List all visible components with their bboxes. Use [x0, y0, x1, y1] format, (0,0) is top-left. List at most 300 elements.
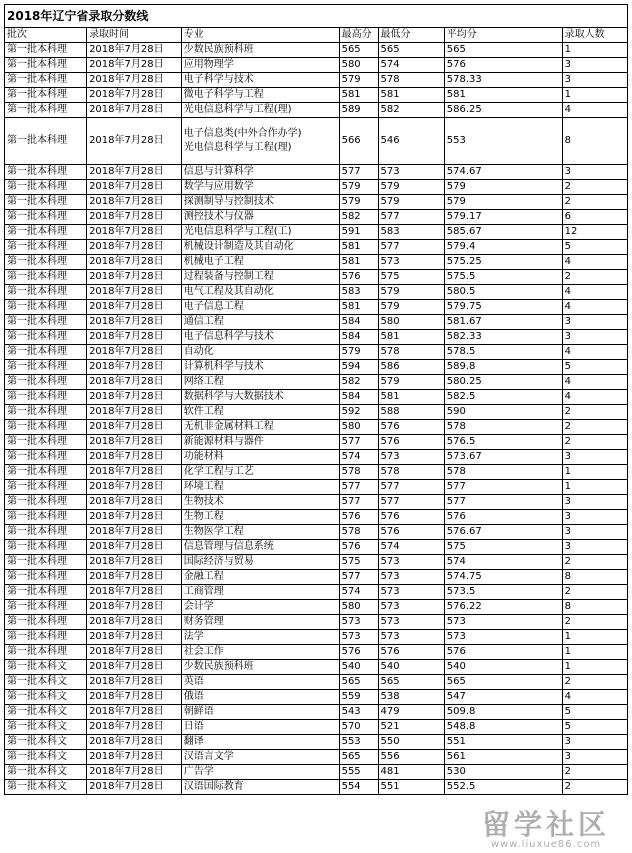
table-row — [5, 225, 628, 240]
cell-batch: 第一批本科理 — [5, 405, 87, 420]
cell-max: 580 — [339, 600, 378, 615]
cell-date: 2018年7月28日 — [87, 300, 182, 315]
table-row — [5, 495, 628, 510]
cell-count: 1 — [562, 465, 627, 480]
cell-avg: 547 — [444, 690, 562, 705]
cell-min: 579 — [378, 285, 444, 300]
cell-major: 电子信息类(中外合作办学) 光电信息科学与工程(理) — [181, 118, 339, 165]
cell-max: 565 — [339, 675, 378, 690]
cell-max: 584 — [339, 390, 378, 405]
cell-count: 3 — [562, 525, 627, 540]
cell-min: 573 — [378, 615, 444, 630]
cell-avg: 582.33 — [444, 330, 562, 345]
cell-min: 573 — [378, 585, 444, 600]
table-row — [5, 330, 628, 345]
cell-max: 578 — [339, 465, 378, 480]
table-row — [5, 525, 628, 540]
header-major: 专业 — [181, 28, 339, 43]
cell-min: 576 — [378, 510, 444, 525]
table-row — [5, 690, 628, 705]
table-row — [5, 555, 628, 570]
cell-count: 6 — [562, 210, 627, 225]
cell-min: 578 — [378, 73, 444, 88]
table-row — [5, 405, 628, 420]
cell-major: 网络工程 — [181, 375, 339, 390]
cell-min: 551 — [378, 780, 444, 795]
cell-batch: 第一批本科理 — [5, 540, 87, 555]
cell-major: 机械电子工程 — [181, 255, 339, 270]
cell-batch: 第一批本科理 — [5, 180, 87, 195]
cell-avg: 579.4 — [444, 240, 562, 255]
cell-min: 576 — [378, 420, 444, 435]
cell-batch: 第一批本科理 — [5, 465, 87, 480]
table-row — [5, 315, 628, 330]
table-row — [5, 390, 628, 405]
score-table-sheet — [4, 4, 628, 795]
cell-count: 2 — [562, 420, 627, 435]
cell-major: 电子信息工程 — [181, 300, 339, 315]
cell-max: 570 — [339, 720, 378, 735]
cell-max: 594 — [339, 360, 378, 375]
cell-avg: 552.5 — [444, 780, 562, 795]
cell-avg: 576 — [444, 645, 562, 660]
cell-major: 计算机科学与技术 — [181, 360, 339, 375]
cell-max: 583 — [339, 285, 378, 300]
cell-batch: 第一批本科文 — [5, 705, 87, 720]
cell-major: 电气工程及其自动化 — [181, 285, 339, 300]
cell-batch: 第一批本科文 — [5, 690, 87, 705]
cell-major: 少数民族预科班 — [181, 43, 339, 58]
table-row — [5, 195, 628, 210]
cell-avg: 576.67 — [444, 525, 562, 540]
cell-count: 3 — [562, 165, 627, 180]
cell-avg: 578 — [444, 420, 562, 435]
cell-avg: 575.25 — [444, 255, 562, 270]
cell-max: 579 — [339, 345, 378, 360]
table-row — [5, 420, 628, 435]
cell-avg: 575 — [444, 540, 562, 555]
table-row — [5, 375, 628, 390]
table-row — [5, 735, 628, 750]
cell-count: 2 — [562, 780, 627, 795]
cell-min: 580 — [378, 315, 444, 330]
cell-count: 2 — [562, 180, 627, 195]
cell-max: 553 — [339, 735, 378, 750]
cell-max: 578 — [339, 525, 378, 540]
site-watermark-logo — [466, 803, 626, 849]
cell-min: 546 — [378, 118, 444, 165]
cell-batch: 第一批本科理 — [5, 330, 87, 345]
cell-date: 2018年7月28日 — [87, 210, 182, 225]
cell-min: 586 — [378, 360, 444, 375]
cell-batch: 第一批本科文 — [5, 720, 87, 735]
cell-batch: 第一批本科文 — [5, 675, 87, 690]
cell-min: 583 — [378, 225, 444, 240]
cell-count: 2 — [562, 765, 627, 780]
cell-batch: 第一批本科理 — [5, 315, 87, 330]
cell-count: 2 — [562, 435, 627, 450]
cell-count: 5 — [562, 240, 627, 255]
cell-batch: 第一批本科理 — [5, 630, 87, 645]
cell-avg: 573.5 — [444, 585, 562, 600]
table-row — [5, 103, 628, 118]
cell-min: 578 — [378, 345, 444, 360]
cell-batch: 第一批本科理 — [5, 103, 87, 118]
cell-count: 4 — [562, 345, 627, 360]
cell-date: 2018年7月28日 — [87, 270, 182, 285]
cell-batch: 第一批本科文 — [5, 660, 87, 675]
cell-max: 582 — [339, 375, 378, 390]
cell-max: 576 — [339, 540, 378, 555]
cell-major: 探测制导与控制技术 — [181, 195, 339, 210]
cell-major: 测控技术与仪器 — [181, 210, 339, 225]
cell-count: 8 — [562, 600, 627, 615]
cell-max: 579 — [339, 73, 378, 88]
cell-batch: 第一批本科理 — [5, 495, 87, 510]
admission-score-table — [4, 4, 628, 795]
cell-major: 化学工程与工艺 — [181, 465, 339, 480]
cell-count: 2 — [562, 555, 627, 570]
header-date: 录取时间 — [87, 28, 182, 43]
cell-date: 2018年7月28日 — [87, 118, 182, 165]
cell-max: 565 — [339, 43, 378, 58]
table-row — [5, 615, 628, 630]
cell-batch: 第一批本科理 — [5, 360, 87, 375]
cell-batch: 第一批本科理 — [5, 210, 87, 225]
cell-max: 577 — [339, 165, 378, 180]
cell-major: 金融工程 — [181, 570, 339, 585]
table-row — [5, 240, 628, 255]
cell-date: 2018年7月28日 — [87, 765, 182, 780]
cell-major: 生物技术 — [181, 495, 339, 510]
table-row — [5, 510, 628, 525]
cell-avg: 581.67 — [444, 315, 562, 330]
cell-avg: 577 — [444, 495, 562, 510]
cell-avg: 576 — [444, 510, 562, 525]
cell-avg: 573 — [444, 615, 562, 630]
cell-major: 新能源材料与器件 — [181, 435, 339, 450]
cell-date: 2018年7月28日 — [87, 645, 182, 660]
cell-count: 1 — [562, 630, 627, 645]
cell-date: 2018年7月28日 — [87, 360, 182, 375]
cell-batch: 第一批本科理 — [5, 270, 87, 285]
cell-max: 584 — [339, 330, 378, 345]
cell-batch: 第一批本科理 — [5, 435, 87, 450]
table-row — [5, 285, 628, 300]
cell-batch: 第一批本科理 — [5, 375, 87, 390]
cell-batch: 第一批本科理 — [5, 118, 87, 165]
cell-min: 573 — [378, 450, 444, 465]
cell-avg: 530 — [444, 765, 562, 780]
cell-count: 2 — [562, 585, 627, 600]
cell-min: 577 — [378, 495, 444, 510]
cell-batch: 第一批本科理 — [5, 285, 87, 300]
cell-date: 2018年7月28日 — [87, 405, 182, 420]
cell-date: 2018年7月28日 — [87, 58, 182, 73]
cell-count: 2 — [562, 270, 627, 285]
cell-batch: 第一批本科理 — [5, 390, 87, 405]
cell-major: 国际经济与贸易 — [181, 555, 339, 570]
cell-date: 2018年7月28日 — [87, 240, 182, 255]
cell-count: 3 — [562, 73, 627, 88]
table-row — [5, 255, 628, 270]
cell-max: 581 — [339, 240, 378, 255]
cell-count: 3 — [562, 450, 627, 465]
cell-major: 信息管理与信息系统 — [181, 540, 339, 555]
table-row — [5, 345, 628, 360]
cell-batch: 第一批本科理 — [5, 585, 87, 600]
cell-avg: 575.5 — [444, 270, 562, 285]
cell-major: 生物医学工程 — [181, 525, 339, 540]
table-row — [5, 540, 628, 555]
cell-count: 4 — [562, 285, 627, 300]
cell-min: 573 — [378, 570, 444, 585]
cell-count: 4 — [562, 690, 627, 705]
cell-max: 555 — [339, 765, 378, 780]
cell-major: 广告学 — [181, 765, 339, 780]
cell-min: 582 — [378, 103, 444, 118]
cell-date: 2018年7月28日 — [87, 420, 182, 435]
cell-count: 2 — [562, 675, 627, 690]
cell-batch: 第一批本科理 — [5, 58, 87, 73]
cell-batch: 第一批本科理 — [5, 195, 87, 210]
cell-major: 财务管理 — [181, 615, 339, 630]
cell-min: 540 — [378, 660, 444, 675]
cell-major: 汉语言文学 — [181, 750, 339, 765]
cell-date: 2018年7月28日 — [87, 540, 182, 555]
cell-batch: 第一批本科文 — [5, 765, 87, 780]
cell-major: 日语 — [181, 720, 339, 735]
cell-avg: 582.5 — [444, 390, 562, 405]
header-avg: 平均分 — [444, 28, 562, 43]
cell-major: 电子信息科学与技术 — [181, 330, 339, 345]
cell-count: 2 — [562, 405, 627, 420]
watermark-url-text: www.liuxue86.com — [490, 838, 602, 850]
cell-min: 577 — [378, 210, 444, 225]
cell-major: 微电子科学与工程 — [181, 88, 339, 103]
table-row — [5, 750, 628, 765]
cell-date: 2018年7月28日 — [87, 675, 182, 690]
cell-avg: 590 — [444, 405, 562, 420]
cell-max: 543 — [339, 705, 378, 720]
cell-count: 1 — [562, 88, 627, 103]
cell-max: 576 — [339, 270, 378, 285]
cell-date: 2018年7月28日 — [87, 570, 182, 585]
cell-major: 翻译 — [181, 735, 339, 750]
cell-major: 通信工程 — [181, 315, 339, 330]
cell-max: 589 — [339, 103, 378, 118]
cell-batch: 第一批本科理 — [5, 510, 87, 525]
cell-date: 2018年7月28日 — [87, 585, 182, 600]
cell-date: 2018年7月28日 — [87, 615, 182, 630]
cell-avg: 578.33 — [444, 73, 562, 88]
cell-batch: 第一批本科理 — [5, 450, 87, 465]
cell-count: 12 — [562, 225, 627, 240]
cell-date: 2018年7月28日 — [87, 180, 182, 195]
header-max: 最高分 — [339, 28, 378, 43]
cell-max: 581 — [339, 88, 378, 103]
cell-date: 2018年7月28日 — [87, 88, 182, 103]
table-row — [5, 360, 628, 375]
cell-date: 2018年7月28日 — [87, 225, 182, 240]
cell-major: 机械设计制造及其自动化 — [181, 240, 339, 255]
table-row — [5, 585, 628, 600]
cell-min: 565 — [378, 675, 444, 690]
table-row — [5, 675, 628, 690]
cell-major: 汉语国际教育 — [181, 780, 339, 795]
cell-min: 579 — [378, 375, 444, 390]
cell-avg: 578.5 — [444, 345, 562, 360]
cell-batch: 第一批本科理 — [5, 240, 87, 255]
cell-major: 应用物理学 — [181, 58, 339, 73]
cell-date: 2018年7月28日 — [87, 195, 182, 210]
cell-avg: 573 — [444, 630, 562, 645]
cell-avg: 576.22 — [444, 600, 562, 615]
cell-major: 信息与计算科学 — [181, 165, 339, 180]
cell-major: 法学 — [181, 630, 339, 645]
cell-max: 566 — [339, 118, 378, 165]
cell-date: 2018年7月28日 — [87, 555, 182, 570]
cell-avg: 576.5 — [444, 435, 562, 450]
watermark-main-text: 留学社区 — [481, 807, 610, 841]
cell-major: 光电信息科学与工程(工) — [181, 225, 339, 240]
table-row — [5, 705, 628, 720]
cell-min: 578 — [378, 465, 444, 480]
table-row — [5, 645, 628, 660]
table-row — [5, 180, 628, 195]
cell-avg: 579 — [444, 180, 562, 195]
cell-count: 3 — [562, 315, 627, 330]
cell-major: 社会工作 — [181, 645, 339, 660]
cell-min: 556 — [378, 750, 444, 765]
cell-min: 573 — [378, 165, 444, 180]
table-title: 2018年辽宁省录取分数线 — [5, 5, 628, 28]
cell-batch: 第一批本科理 — [5, 225, 87, 240]
table-body — [5, 43, 628, 795]
cell-major: 功能材料 — [181, 450, 339, 465]
table-row — [5, 210, 628, 225]
cell-max: 565 — [339, 750, 378, 765]
cell-max: 592 — [339, 405, 378, 420]
cell-min: 579 — [378, 195, 444, 210]
cell-avg: 574.67 — [444, 165, 562, 180]
cell-count: 4 — [562, 103, 627, 118]
cell-batch: 第一批本科理 — [5, 600, 87, 615]
cell-min: 573 — [378, 630, 444, 645]
table-row — [5, 58, 628, 73]
cell-count: 2 — [562, 615, 627, 630]
cell-max: 576 — [339, 510, 378, 525]
cell-max: 574 — [339, 585, 378, 600]
header-batch: 批次 — [5, 28, 87, 43]
table-row — [5, 600, 628, 615]
cell-batch: 第一批本科理 — [5, 570, 87, 585]
cell-max: 582 — [339, 210, 378, 225]
cell-avg: 585.67 — [444, 225, 562, 240]
table-row — [5, 88, 628, 103]
cell-major: 自动化 — [181, 345, 339, 360]
cell-batch: 第一批本科理 — [5, 420, 87, 435]
cell-min: 581 — [378, 88, 444, 103]
cell-count: 1 — [562, 43, 627, 58]
cell-min: 574 — [378, 58, 444, 73]
cell-batch: 第一批本科文 — [5, 735, 87, 750]
cell-date: 2018年7月28日 — [87, 285, 182, 300]
cell-batch: 第一批本科理 — [5, 165, 87, 180]
cell-avg: 589.8 — [444, 360, 562, 375]
cell-count: 1 — [562, 660, 627, 675]
cell-min: 579 — [378, 300, 444, 315]
cell-date: 2018年7月28日 — [87, 525, 182, 540]
table-row — [5, 118, 628, 165]
cell-max: 579 — [339, 195, 378, 210]
cell-avg: 574.75 — [444, 570, 562, 585]
cell-count: 2 — [562, 195, 627, 210]
cell-batch: 第一批本科理 — [5, 645, 87, 660]
cell-avg: 586.25 — [444, 103, 562, 118]
cell-date: 2018年7月28日 — [87, 495, 182, 510]
cell-date: 2018年7月28日 — [87, 345, 182, 360]
cell-avg: 574 — [444, 555, 562, 570]
cell-min: 579 — [378, 180, 444, 195]
cell-min: 479 — [378, 705, 444, 720]
cell-min: 573 — [378, 555, 444, 570]
cell-count: 3 — [562, 510, 627, 525]
cell-count: 3 — [562, 330, 627, 345]
cell-max: 559 — [339, 690, 378, 705]
cell-max: 580 — [339, 58, 378, 73]
header-row — [5, 28, 628, 43]
table-row — [5, 270, 628, 285]
cell-avg: 553 — [444, 118, 562, 165]
cell-count: 4 — [562, 300, 627, 315]
cell-date: 2018年7月28日 — [87, 465, 182, 480]
cell-batch: 第一批本科理 — [5, 525, 87, 540]
table-row — [5, 165, 628, 180]
cell-min: 577 — [378, 480, 444, 495]
cell-date: 2018年7月28日 — [87, 450, 182, 465]
cell-count: 3 — [562, 495, 627, 510]
table-row — [5, 780, 628, 795]
cell-date: 2018年7月28日 — [87, 780, 182, 795]
cell-avg: 565 — [444, 675, 562, 690]
cell-max: 580 — [339, 420, 378, 435]
cell-count: 5 — [562, 360, 627, 375]
table-row — [5, 43, 628, 58]
cell-batch: 第一批本科文 — [5, 780, 87, 795]
cell-min: 550 — [378, 735, 444, 750]
table-row — [5, 435, 628, 450]
cell-avg: 509.8 — [444, 705, 562, 720]
cell-major: 软件工程 — [181, 405, 339, 420]
table-row — [5, 300, 628, 315]
cell-avg: 578 — [444, 465, 562, 480]
cell-date: 2018年7月28日 — [87, 435, 182, 450]
header-min: 最低分 — [378, 28, 444, 43]
table-row — [5, 480, 628, 495]
cell-date: 2018年7月28日 — [87, 750, 182, 765]
cell-min: 538 — [378, 690, 444, 705]
cell-major: 少数民族预科班 — [181, 660, 339, 675]
cell-min: 574 — [378, 540, 444, 555]
cell-major: 朝鲜语 — [181, 705, 339, 720]
cell-avg: 580.5 — [444, 285, 562, 300]
cell-avg: 579 — [444, 195, 562, 210]
cell-date: 2018年7月28日 — [87, 255, 182, 270]
cell-avg: 579.17 — [444, 210, 562, 225]
cell-max: 591 — [339, 225, 378, 240]
table-row — [5, 73, 628, 88]
